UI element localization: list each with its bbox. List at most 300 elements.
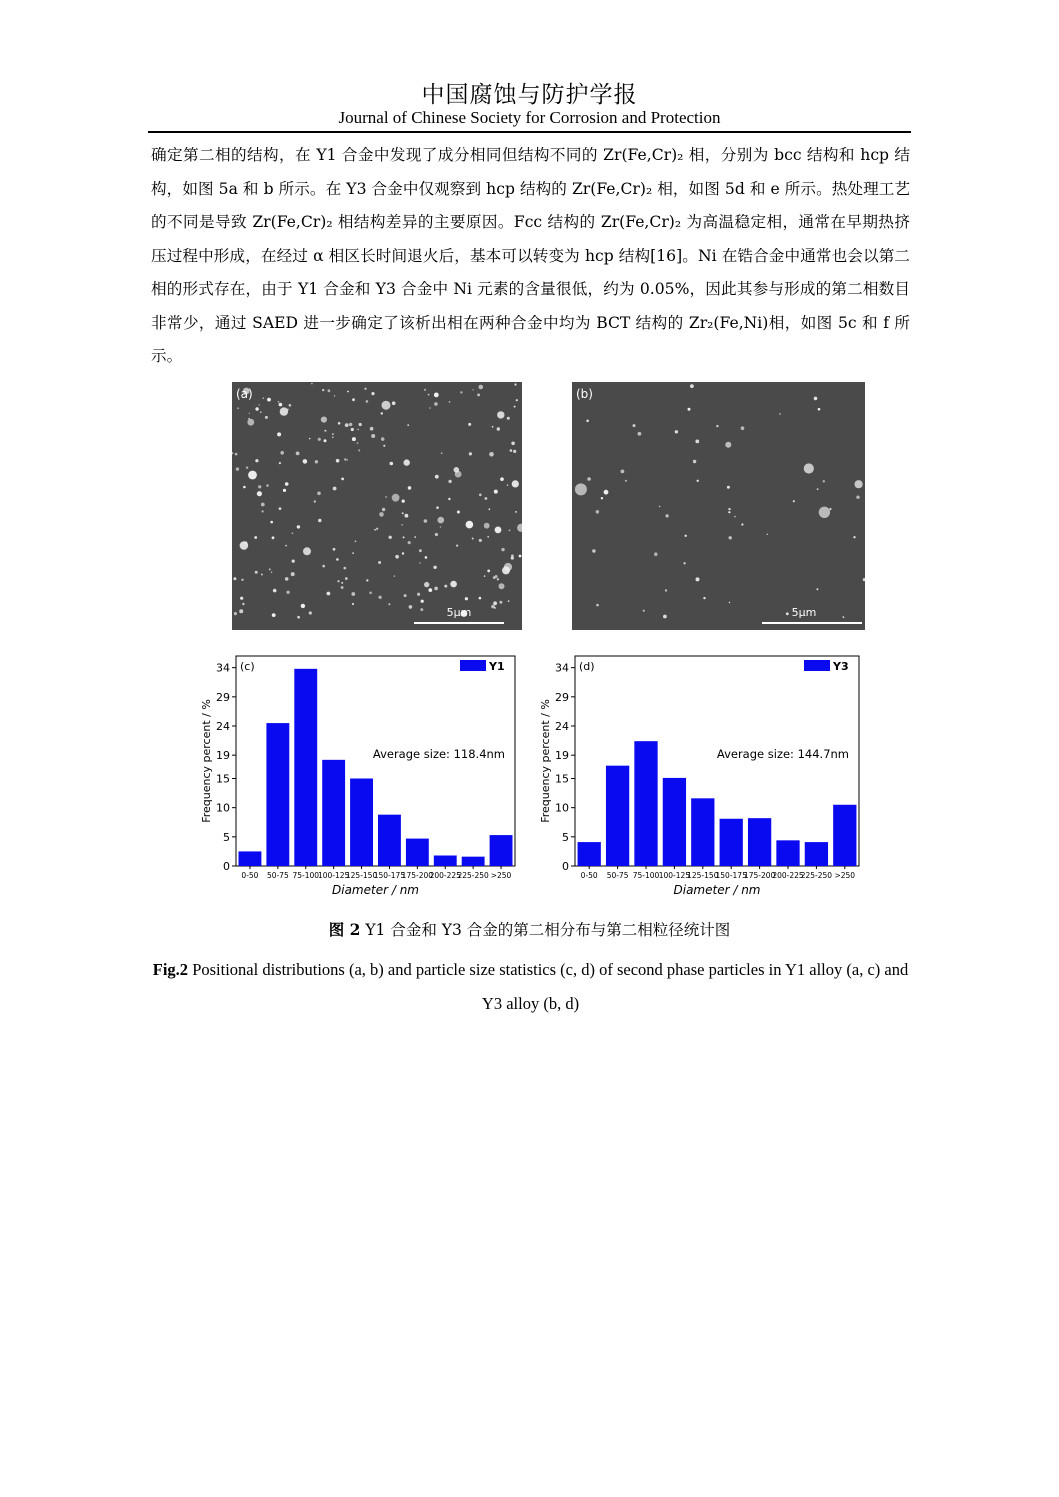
x-tick-label: 100-125 (658, 871, 691, 880)
particle (381, 437, 385, 441)
particle (240, 541, 249, 550)
particle (243, 486, 246, 489)
particle (341, 478, 344, 481)
particle (351, 592, 355, 596)
particle (434, 587, 438, 591)
particle (485, 497, 488, 500)
particle (385, 496, 387, 498)
y-tick-label: 19 (555, 749, 569, 763)
particle (371, 434, 375, 438)
particle (351, 428, 354, 431)
particle (333, 548, 336, 551)
header-divider (148, 131, 911, 133)
particle (273, 589, 277, 593)
x-tick-label: 50-75 (606, 871, 629, 880)
particle (488, 508, 490, 510)
particle (242, 603, 244, 605)
particle (633, 424, 636, 427)
particle-field (575, 384, 865, 618)
particle (511, 442, 515, 446)
scale-bar-a (414, 622, 504, 624)
particle (249, 413, 250, 414)
particle (468, 423, 471, 426)
particle (265, 416, 268, 419)
particle (575, 483, 587, 495)
particle (448, 480, 451, 483)
particle (318, 438, 321, 441)
particle (494, 490, 498, 494)
bar-50-75 (266, 723, 289, 866)
particle (621, 470, 625, 474)
particle (729, 536, 732, 539)
particle (703, 597, 705, 599)
x-tick-label: 125-150 (687, 871, 719, 880)
particle (516, 399, 518, 401)
particle (404, 594, 407, 597)
bar-125-150 (350, 779, 373, 867)
particle (696, 577, 700, 581)
particle (659, 506, 660, 507)
bar-200-225 (434, 856, 457, 867)
particle (855, 480, 863, 488)
particle (261, 503, 265, 507)
particle (484, 575, 486, 577)
particle (392, 494, 400, 502)
particle (514, 406, 516, 408)
bar->250 (490, 835, 513, 866)
particle (261, 510, 263, 512)
particle (507, 484, 509, 486)
x-tick-label: 0-50 (241, 871, 259, 880)
particle (643, 610, 645, 612)
particle (734, 516, 736, 518)
scale-label-b: 5μm (791, 606, 817, 619)
histogram-chart-c (196, 650, 521, 900)
particle (499, 601, 502, 604)
particle (683, 562, 685, 564)
panel-label: (d) (579, 660, 595, 673)
particle (419, 562, 421, 564)
particle (317, 492, 321, 496)
caption-cn-label: 图 2 (328, 920, 361, 939)
particle (741, 426, 745, 430)
particle (270, 521, 273, 524)
legend-label: Y1 (489, 660, 505, 673)
x-tick-label: 125-150 (345, 871, 378, 880)
particle (424, 582, 429, 587)
particle (500, 477, 504, 481)
particle (472, 538, 474, 540)
particle (401, 524, 403, 526)
particle (246, 467, 248, 469)
y-tick-label: 29 (216, 690, 230, 704)
particle (352, 437, 356, 441)
bar-150-175 (720, 819, 743, 866)
particle (297, 616, 300, 619)
particle (436, 506, 439, 509)
particle (675, 430, 678, 433)
particle (497, 578, 499, 580)
y-axis-title: Frequency percent / % (539, 699, 552, 823)
y-tick-label: 0 (562, 860, 569, 873)
particle (366, 400, 369, 403)
particle (371, 392, 374, 395)
particle (236, 467, 239, 470)
particle (438, 517, 445, 524)
particle (352, 603, 354, 605)
y-tick-label: 34 (216, 661, 230, 675)
particle (301, 604, 305, 608)
particle (449, 401, 451, 403)
caption-cn-text: Y1 合金和 Y3 合金的第二相分布与第二相粒径统计图 (360, 921, 731, 939)
particle (863, 578, 865, 581)
panel-label-b: (b) (576, 387, 593, 401)
particle (314, 500, 316, 502)
particle (856, 496, 859, 499)
particle (232, 452, 233, 454)
particle (286, 591, 289, 594)
particle (318, 519, 321, 522)
particle (489, 452, 494, 457)
particle (814, 397, 818, 401)
y-tick-label: 19 (216, 749, 230, 763)
particle (359, 423, 362, 426)
legend-swatch (460, 660, 486, 671)
particle (345, 577, 348, 580)
particle (357, 442, 359, 444)
bar->250 (833, 805, 856, 866)
particle (366, 579, 368, 581)
particle (277, 432, 281, 436)
x-axis-title: Diameter / nm (332, 883, 419, 897)
particle (729, 602, 730, 603)
particle (497, 427, 500, 430)
particle-field (232, 383, 522, 619)
sem-image-b-canvas (572, 382, 865, 630)
particle (728, 511, 730, 513)
particle (341, 582, 343, 584)
particle (279, 403, 283, 407)
y-axis-title: Frequency percent / % (200, 699, 213, 823)
particle (513, 450, 516, 453)
particle (421, 600, 424, 603)
particle (819, 507, 830, 518)
x-tick-label: 0-50 (580, 871, 598, 880)
particle (403, 536, 405, 538)
bar-225-250 (462, 857, 485, 866)
particle (261, 574, 263, 576)
particle (829, 508, 831, 510)
particle (510, 449, 513, 452)
particle (321, 417, 327, 423)
x-tick-label: >250 (834, 871, 856, 880)
annotation-average-size: Average size: 144.7nm (716, 747, 849, 762)
y-tick-label: 24 (216, 720, 230, 733)
particle (383, 445, 385, 447)
particle (248, 471, 257, 480)
particle (509, 530, 511, 532)
particle (297, 525, 300, 528)
histogram-chart-d (535, 650, 865, 900)
particle (395, 555, 399, 559)
particle (596, 604, 599, 607)
particle (512, 480, 519, 487)
particle (255, 407, 258, 410)
particle (741, 523, 743, 525)
body-paragraph (151, 139, 910, 374)
particle (479, 494, 482, 497)
particle (280, 407, 288, 415)
caption-en-text: Positional distributions (a, b) and particle size statistics (c, d) of second phase particles in Y1 alloy (a, c) and Y3 alloy (b, d) (188, 960, 909, 1013)
particle (296, 452, 300, 456)
particle (484, 523, 490, 529)
particle (259, 404, 260, 405)
particle (727, 486, 730, 489)
particle (479, 597, 482, 600)
particle (257, 491, 262, 496)
particle (428, 394, 430, 396)
x-tick-label: 50-75 (266, 871, 289, 880)
particle (728, 508, 730, 510)
particle (457, 511, 460, 514)
particle (434, 393, 439, 398)
particle (433, 566, 436, 569)
particle (392, 401, 396, 405)
particle (332, 433, 334, 435)
y-tick-label: 24 (555, 720, 569, 733)
bar-125-150 (691, 798, 714, 866)
particle (374, 529, 376, 531)
particle (693, 460, 696, 463)
particle (716, 425, 718, 427)
x-tick-label: 175-200 (743, 871, 776, 880)
sem-image-a (232, 382, 522, 630)
x-tick-label: 100-125 (317, 871, 350, 880)
particle (241, 579, 243, 581)
y-tick-label: 0 (223, 860, 230, 873)
sem-image-a-canvas (232, 382, 522, 630)
particle (328, 389, 331, 392)
particle (435, 475, 439, 479)
particle (404, 459, 410, 465)
x-tick-label: >250 (490, 871, 512, 880)
y-tick-label: 34 (555, 661, 569, 675)
bar-225-250 (805, 842, 828, 866)
particle (501, 548, 504, 551)
particle (379, 512, 384, 517)
figure-caption-cn (0, 918, 1059, 940)
particle (394, 575, 395, 576)
particle (382, 508, 385, 511)
particle (491, 605, 495, 609)
particle (336, 558, 339, 561)
particle (816, 588, 818, 590)
particle (237, 407, 239, 409)
y-tick-label: 15 (216, 772, 230, 786)
x-axis-title: Diameter / nm (673, 883, 761, 897)
particle (327, 592, 331, 596)
particle (511, 556, 514, 559)
particle (309, 438, 311, 440)
particle (235, 453, 238, 456)
particle (311, 383, 313, 385)
particle (289, 404, 292, 407)
particle (309, 611, 312, 614)
particle (269, 568, 271, 570)
particle (258, 485, 261, 488)
bar-175-200 (748, 818, 771, 866)
particle (280, 451, 284, 455)
particle (322, 389, 324, 391)
particle (507, 417, 510, 420)
particle (344, 458, 346, 460)
particle (666, 514, 669, 517)
particle (324, 430, 326, 432)
particle (843, 616, 845, 618)
panel-label: (c) (240, 660, 255, 673)
scale-label-a: 5μm (446, 606, 472, 619)
particle (364, 388, 366, 390)
particle (345, 423, 349, 427)
particle (767, 534, 768, 535)
bar-0-50 (578, 842, 601, 866)
particle (324, 439, 327, 442)
particle (604, 490, 609, 495)
particle (303, 547, 311, 555)
particle (355, 540, 357, 542)
particle (334, 395, 335, 396)
particle (267, 398, 271, 402)
particle (487, 570, 490, 573)
bar-200-225 (776, 840, 799, 866)
particle (493, 576, 496, 579)
y-tick-label: 29 (555, 690, 569, 704)
y-tick-label: 10 (216, 801, 230, 815)
particle (337, 580, 339, 582)
particle (279, 507, 282, 510)
particle (322, 565, 325, 568)
particle (793, 500, 795, 502)
caption-en-label: Fig.2 (152, 960, 189, 979)
journal-title: 中国腐蚀与防护学报 (421, 82, 638, 108)
particle (247, 419, 254, 426)
y-tick-label: 5 (223, 830, 230, 844)
particle (685, 535, 687, 537)
particle (370, 427, 374, 431)
particle (408, 541, 411, 544)
particle (283, 489, 286, 492)
particle (601, 497, 603, 499)
particle (285, 545, 287, 547)
particle (465, 597, 468, 600)
x-tick-label: 75-100 (292, 871, 320, 880)
particle (697, 480, 699, 482)
bar-150-175 (378, 815, 401, 866)
particle (278, 401, 279, 402)
particle (441, 452, 443, 454)
particle (495, 527, 502, 534)
x-tick-label: 200-225 (772, 871, 804, 880)
particle (255, 571, 258, 574)
particle (414, 536, 416, 538)
particle (596, 510, 600, 514)
particle (479, 539, 482, 542)
particle (466, 521, 474, 529)
particle (479, 385, 484, 390)
particle (499, 583, 505, 589)
journal-subtitle: Journal of Chinese Society for Corrosion and Protection (338, 108, 721, 127)
particle (477, 394, 480, 397)
particle (346, 459, 348, 461)
particle (429, 407, 431, 409)
particle (469, 452, 472, 455)
particle (255, 459, 258, 462)
x-tick-label: 225-250 (457, 871, 489, 880)
particle (853, 536, 855, 538)
particle (240, 597, 243, 600)
x-tick-label: 150-175 (373, 871, 406, 880)
figure-caption-en (151, 953, 910, 1021)
particle (344, 567, 347, 570)
particle (358, 449, 360, 451)
particle (349, 423, 352, 426)
particle (695, 440, 699, 444)
particle (388, 603, 390, 605)
particle (450, 581, 457, 588)
x-tick-label: 150-175 (715, 871, 747, 880)
particle (448, 498, 450, 500)
particle (519, 555, 522, 558)
particle (779, 413, 780, 414)
particle (420, 608, 423, 611)
particle (725, 442, 731, 448)
x-tick-label: 225-250 (800, 871, 833, 880)
legend-label: Y3 (833, 660, 849, 673)
particle (409, 605, 413, 609)
particle (233, 577, 236, 580)
particle (586, 420, 589, 423)
particle (263, 397, 265, 399)
particle (376, 528, 378, 530)
panel-label-a: (a) (236, 387, 253, 401)
particle (347, 391, 349, 393)
legend-swatch (804, 660, 830, 671)
particle (271, 572, 272, 573)
particle (497, 411, 504, 418)
particle (454, 467, 460, 473)
y-tick-label: 10 (555, 801, 569, 815)
particle (654, 552, 658, 556)
particle (425, 556, 428, 559)
particle (285, 482, 289, 486)
particle (408, 486, 412, 490)
bar-175-200 (406, 839, 429, 866)
particle (504, 563, 512, 571)
particle (444, 585, 447, 588)
bar-0-50 (239, 851, 262, 866)
particle (272, 613, 276, 617)
particle (690, 384, 694, 388)
particle (688, 408, 691, 411)
bar-75-100 (294, 669, 317, 866)
particle (338, 422, 341, 425)
particle (817, 488, 819, 490)
particle (424, 389, 426, 391)
particle (272, 536, 275, 539)
y-tick-label: 5 (562, 830, 569, 844)
particle (292, 532, 294, 534)
particle (460, 391, 462, 393)
